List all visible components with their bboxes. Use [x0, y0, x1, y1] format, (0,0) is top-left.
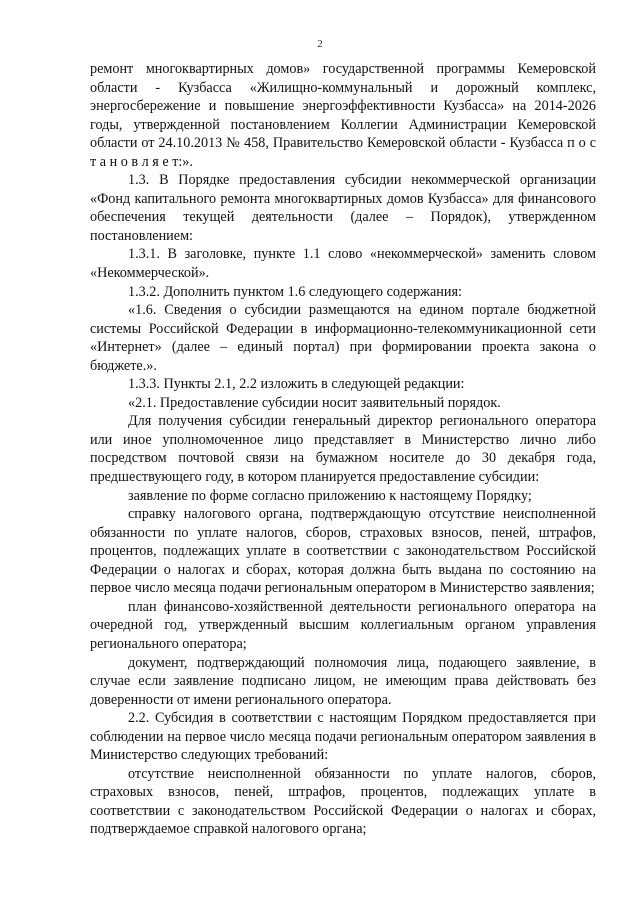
list-item-financial-plan: план финансово-хозяйственной деятельности регионального оператора на очередной год, утвержденный высшим коллегиальным органом управления регионального оператора; — [90, 598, 596, 652]
list-item-tax-certificate: справку налогового органа, подтверждающую отсутствие неисполненной обязанности по уплате налогов, сборов, страховых взносов, пеней, штрафов, процентов, подлежащих уплате в соответствии с законодательством Российской Федерации о налогах и сборах, которая должна быть выдана по состоянию на первое число месяца подачи региональным оператором в Министерство заявления; — [90, 506, 596, 597]
paragraph-1-3-1: 1.3.1. В заголовке, пункте 1.1 слово «некоммерческой» заменить словом «Некоммерческой». — [90, 246, 596, 282]
paragraph-intro-continuation: ремонт многоквартирных домов» государственной программы Кемеровской области - Кузбасса «Жилищно-коммунальный и дорожный комплекс, энергосбережение и повышение энергоэффективности Кузбасса» на 2014-2026 годы, утвержденной постановлением Коллегии Администрации Кемеровской области от 24.10.2013 № 458, Правительство Кемеровской области - Кузбасса п о с т а н о в л я е т:». — [90, 61, 596, 170]
paragraph-1-3: 1.3. В Порядке предоставления субсидии некоммерческой организации «Фонд капитального ремонта многоквартирных домов Кузбасса» для финансового обеспечения текущей деятельности (далее – Порядок), утвержденном постановлением: — [90, 172, 596, 244]
page-number: 2 — [317, 38, 323, 50]
paragraph-2-1-body: Для получения субсидии генеральный директор регионального оператора или иное уполномоченное лицо представляет в Министерство лично либо посредством почтовой связи на бумажном носителе до 30 декабря года, предшествующего году, в котором планируется предоставление субсидии: — [90, 413, 596, 486]
paragraph-2-2: 2.2. Субсидия в соответствии с настоящим Порядком предоставляется при соблюдении на первое число месяца подачи региональным оператором заявления в Министерство следующих требований: — [90, 710, 596, 764]
paragraph-1-3-3: 1.3.3. Пункты 2.1, 2.2 изложить в следующей редакции: — [128, 376, 465, 393]
document-body — [90, 60, 596, 839]
list-item-application: заявление по форме согласно приложению к настоящему Порядку; — [128, 487, 532, 504]
paragraph-1-3-2: 1.3.2. Дополнить пунктом 1.6 следующего содержания: — [128, 283, 462, 300]
paragraph-2-1: «2.1. Предоставление субсидии носит заявительный порядок. — [128, 394, 501, 411]
list-item-authority-document: документ, подтверждающий полномочия лица, подающего заявление, в случае если заявление подписано лицом, не имеющим права действовать без доверенности от имени регионального оператора. — [90, 654, 596, 708]
paragraph-1-6: «1.6. Сведения о субсидии размещаются на едином портале бюджетной системы Российской Федерации в информационно-телекоммуникационной сети «Интернет» (далее – единый портал) при формировании проекта закона о бюджете.». — [90, 302, 596, 374]
requirement-no-tax-debt: отсутствие неисполненной обязанности по уплате налогов, сборов, страховых взносов, пеней, штрафов, процентов, подлежащих уплате в соответствии с законодательством Российской Федерации о налогах и сборах, подтверждаемое справкой налогового органа; — [90, 765, 596, 838]
